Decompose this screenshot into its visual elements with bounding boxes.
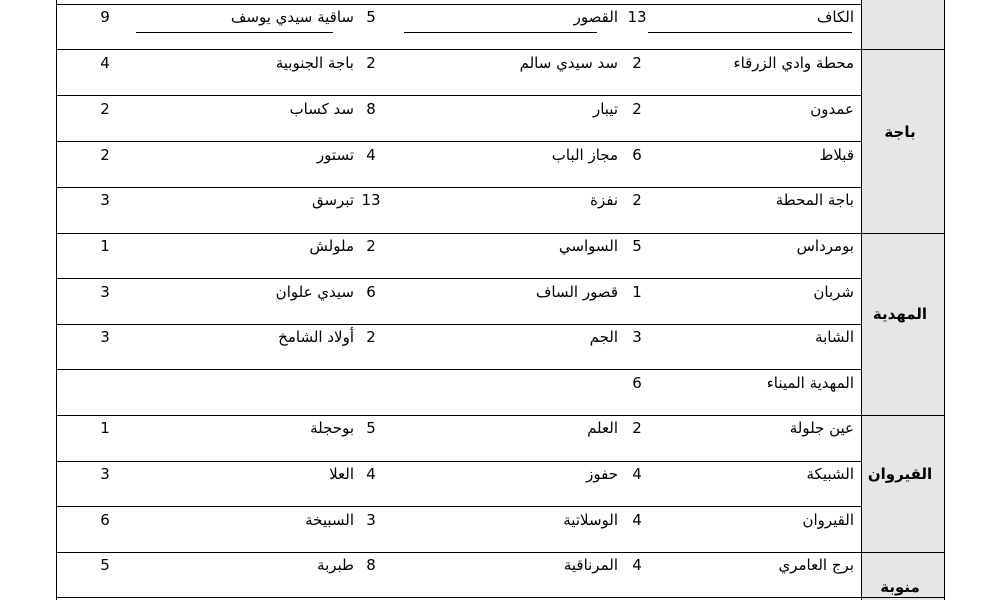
delegation-name: السواسي: [558, 237, 618, 255]
delegation-count: 4: [632, 511, 642, 529]
delegation-count: 13: [627, 8, 647, 26]
delegation-name: الوسلاتية: [563, 511, 618, 529]
delegation-name: بومرداس: [796, 237, 854, 255]
delegation-count: 5: [366, 8, 376, 26]
delegation-count: 2: [632, 191, 642, 209]
group-separator: [56, 49, 945, 50]
delegation-count: 1: [632, 283, 642, 301]
governorate-label: باجة: [884, 123, 916, 141]
delegation-name: حفوز: [586, 465, 618, 483]
delegation-count: 6: [100, 511, 110, 529]
delegation-count: 4: [366, 465, 376, 483]
row-separator: [56, 141, 861, 142]
delegation-count: 3: [100, 283, 110, 301]
delegation-count: 5: [632, 237, 642, 255]
delegation-name: شربان: [813, 283, 854, 301]
governorate-column: [861, 0, 944, 600]
delegation-name: المهدية الميناء: [766, 374, 854, 392]
delegation-name: القيروان: [802, 511, 854, 529]
delegation-name: العلا: [329, 465, 354, 483]
delegation-count: 4: [632, 465, 642, 483]
group-separator: [56, 233, 945, 234]
delegation-name: عين جلولة: [789, 419, 854, 437]
delegation-count: 9: [100, 8, 110, 26]
delegation-count: 3: [366, 511, 376, 529]
delegation-count: 6: [366, 283, 376, 301]
cell-underline: [136, 32, 333, 33]
delegation-name: سد سيدي سالم: [519, 54, 618, 72]
delegation-count: 2: [366, 328, 376, 346]
delegation-name: تيبار: [592, 100, 618, 118]
delegation-name: مجاز الباب: [551, 146, 618, 164]
group-separator: [56, 597, 945, 598]
cell-underline: [404, 32, 597, 33]
delegation-count: 3: [100, 465, 110, 483]
delegation-name: الجم: [589, 328, 618, 346]
delegation-name: العلم: [587, 419, 618, 437]
delegation-count: 6: [632, 146, 642, 164]
governorate-label: المهدية: [872, 305, 928, 323]
delegation-count: 13: [361, 191, 381, 209]
table-border-right: [944, 0, 945, 600]
delegation-count: 5: [366, 419, 376, 437]
delegation-name: عمدون: [810, 100, 854, 118]
delegation-count: 2: [632, 419, 642, 437]
delegation-name: قصور الساف: [535, 283, 618, 301]
delegation-name: برج العامري: [778, 556, 854, 574]
delegation-count: 2: [366, 54, 376, 72]
delegation-name: باجة الجنوبية: [275, 54, 354, 72]
delegation-name: سد كساب: [289, 100, 354, 118]
delegation-name: سيدي علوان: [275, 283, 354, 301]
delegation-name: طبربة: [317, 556, 354, 574]
row-separator: [56, 461, 861, 462]
delegation-name: باجة المحطة: [775, 191, 854, 209]
delegation-count: 3: [632, 328, 642, 346]
delegation-count: 4: [366, 146, 376, 164]
delegation-count: 8: [366, 556, 376, 574]
delegation-name: بوحجلة: [310, 419, 354, 437]
delegation-name: محطة وادي الزرقاء: [733, 54, 854, 72]
delegation-count: 5: [100, 556, 110, 574]
delegation-name: قبلاط: [819, 146, 854, 164]
delegation-count: 6: [632, 374, 642, 392]
delegation-count: 8: [366, 100, 376, 118]
delegation-name: تستور: [316, 146, 354, 164]
delegation-name: الكاف: [816, 8, 854, 26]
row-separator: [56, 95, 861, 96]
delegation-name: ساقية سيدي يوسف: [230, 8, 354, 26]
delegation-name: المرناقية: [563, 556, 618, 574]
delegation-name: ملولش: [309, 237, 354, 255]
delegation-count: 2: [100, 146, 110, 164]
cell-underline: [648, 32, 852, 33]
group-separator: [56, 415, 945, 416]
delegation-name: تبرسق: [311, 191, 354, 209]
row-separator: [56, 324, 861, 325]
delegation-count: 3: [100, 328, 110, 346]
row-separator: [56, 369, 861, 370]
delegation-count: 4: [632, 556, 642, 574]
delegation-name: الشابة: [815, 328, 854, 346]
delegation-count: 1: [100, 419, 110, 437]
governorate-label: القيروان: [867, 465, 933, 483]
delegation-count: 2: [366, 237, 376, 255]
group-separator: [56, 552, 945, 553]
row-separator: [56, 4, 861, 5]
delegation-count: 3: [100, 191, 110, 209]
delegation-count: 1: [100, 237, 110, 255]
delegation-count: 2: [632, 54, 642, 72]
governorate-divider: [861, 0, 862, 600]
delegation-name: أولاد الشامخ: [278, 328, 354, 346]
row-separator: [56, 278, 861, 279]
delegation-name: القصور: [573, 8, 618, 26]
delegation-name: السبيخة: [305, 511, 354, 529]
governorate-label: منوبة: [880, 578, 920, 596]
table-border-left: [56, 0, 57, 600]
delegation-name: نفزة: [590, 191, 618, 209]
delegation-name: الشبيكة: [806, 465, 854, 483]
row-separator: [56, 506, 861, 507]
row-separator: [56, 187, 861, 188]
delegation-count: 2: [632, 100, 642, 118]
delegation-count: 2: [100, 100, 110, 118]
delegation-count: 4: [100, 54, 110, 72]
